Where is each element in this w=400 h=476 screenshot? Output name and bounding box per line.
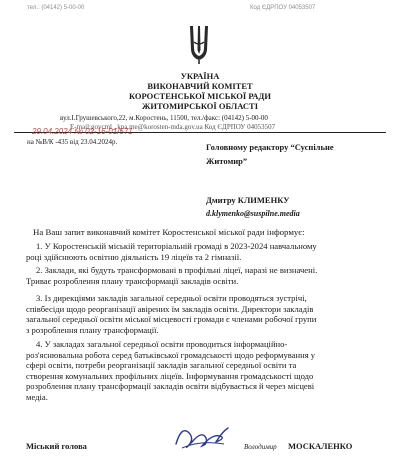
reply-to-reference: на №В/К -435 від 23.04.2024р. (27, 138, 118, 146)
paragraph-line: створення комунальних профільних ліцеїв. Інформування громадськості щодо (26, 370, 314, 381)
handwritten-outgoing-number: 29.04.2024 № 02-16-01/571 (32, 127, 133, 136)
org-line-3: ЖИТОМИРСЬКОЇ ОБЛАСТІ (141, 101, 259, 111)
paragraph-line: 3. Із дирекціями закладів загальної середньої освіти проводяться зустрічі, (36, 293, 307, 303)
recipient-title-line-2: Житомир” (206, 156, 248, 166)
paragraph-line: з розроблення плану трансформації. (26, 324, 159, 335)
signature-position: Міський голова (26, 441, 87, 451)
recipient-title-line-1: Головному редактору “Суспільне (206, 142, 334, 152)
paragraph-4 (26, 339, 376, 403)
recipient-name: Дмитру КЛИМЕНКУ (206, 195, 290, 205)
paragraph-2 (26, 265, 376, 286)
paragraph-line: Триває розроблення плану трансформації закладів освіти. (26, 275, 239, 286)
country-name: УКРАЇНА (180, 71, 220, 81)
paragraph-line: 4. У закладах загальної середньої освіти проводиться інформаційно- (36, 339, 288, 349)
paragraph-line: сфері освіти, потреби реорганізації закладів загальної середньої освіти та (26, 360, 297, 371)
paragraph-line: медіа. (26, 391, 48, 402)
paragraph-line: році здійснюють освітню діяльність 19 ліцеїв та 2 гімназії. (26, 251, 242, 262)
paragraph-1 (26, 241, 376, 262)
paragraph-line: розроблення плану трансформації закладів освіти відбувається й через місцеві (26, 381, 315, 392)
paragraph-line: 2. Заклади, які будуть трансформовані в профільні ліцеї, наразі не визначені. (36, 265, 318, 275)
handwritten-signature (172, 420, 232, 452)
org-address: вул.І.Грушевського,22, м.Коростень, 11500, тел./факс: (04142) 5-00-00 (60, 114, 268, 122)
letter-intro: На Ваш запит виконавчий комітет Коростенської міської ради інформує: (33, 227, 305, 237)
paragraph-line: 1. У Коростенській міській територіальній громаді в 2023-2024 навчальному (36, 241, 317, 251)
paragraph-3 (26, 293, 376, 335)
header-faint-phone: тел.: (04142) 5-00-00 (27, 5, 85, 11)
org-line-1: ВИКОНАВЧИЙ КОМІТЕТ (147, 81, 253, 91)
ukraine-trident-icon (188, 24, 210, 64)
signer-first-name: Володимир (244, 443, 277, 451)
paragraph-line: загальної середньої освіти міської місцевості громади є членами робочої групи (26, 314, 317, 325)
header-faint-code: Код ЄДРПОУ 04053507 (250, 5, 316, 11)
org-line-2: КОРОСТЕНСЬКОЇ МІСЬКОЇ РАДИ (128, 91, 272, 101)
signer-last-name: МОСКАЛЕНКО (288, 441, 353, 451)
org-contacts: E-mail:govcml_.kpa me@korosten-mda.gov.ua Код ЄДРПОУ 04053507 (70, 123, 276, 131)
paragraph-line: співбесіди щодо реорганізації авірених їм закладів освіти. Директори закладів (26, 303, 314, 314)
recipient-email: d.klymenko@suspilne.media (206, 209, 300, 218)
paragraph-line: роз'яснювальна робота серед батьківської громадськості щодо реформування у (26, 349, 316, 360)
